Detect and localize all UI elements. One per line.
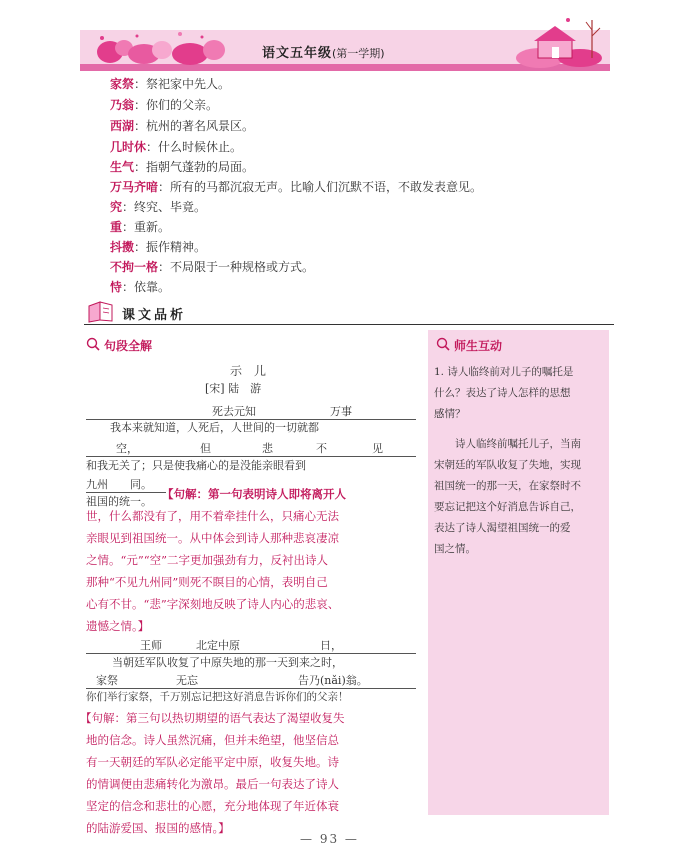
page-number-value: 93 (319, 832, 340, 846)
analysis-text: 之情。“元”“空”二字更加强劲有力，反衬出诗人 (86, 553, 329, 567)
glossary-entry (110, 116, 254, 136)
glossary-entry (110, 217, 170, 237)
question-text: 1. 诗人临终前对儿子的嘱托是 (434, 366, 574, 378)
glossary-def: ：所有的马都沉寂无声。比喻人们沉默不语，不敢发表意见。 (158, 180, 483, 194)
glossary-term: 恃 (110, 280, 123, 294)
analysis-text: 世，什么都没有了，用不着牵挂什么，只痛心无法 (86, 509, 339, 523)
poem-title: 示 儿 (230, 364, 267, 378)
poem-word: 北定中原 (196, 639, 240, 652)
glossary-entry (110, 137, 242, 157)
glossary-entry (110, 237, 206, 257)
glossary-def: ：你们的父亲。 (134, 98, 219, 112)
translation-line: 祖国的统一。 (86, 495, 152, 508)
question-text: 感情？ (434, 408, 466, 420)
glossary-term: 重 (110, 220, 123, 234)
analysis-text: 坚定的信念和悲壮的心愿，充分地体现了年近体衰 (86, 799, 339, 813)
answer-text: 国之情。 (434, 543, 476, 555)
translation-line: 我本来就知道，人死后，人世间的一切就都 (110, 421, 319, 434)
poem-word: 日， (320, 639, 342, 652)
magnifier-icon (86, 337, 100, 351)
glossary-entry (110, 277, 170, 297)
glossary-entry (110, 177, 482, 197)
answer-text: 诗人临终前嘱托儿子，当南 (434, 438, 581, 450)
page-number: — 93 — (300, 832, 359, 846)
question-text: 什么？表达了诗人怎样的思想 (434, 387, 571, 399)
left-heading: 句段全解 (104, 339, 153, 353)
glossary-term: 抖擞 (110, 240, 135, 254)
analysis-text: 有一天朝廷的军队必定能平定中原，收复失地。诗 (86, 755, 339, 769)
section-divider (84, 324, 614, 325)
analysis-text: 的情调便由悲痛转化为激昂。最后一句表达了诗人 (86, 777, 339, 791)
right-heading: 师生互动 (454, 339, 503, 353)
analysis-text: 的陆游爱国、报国的感情。】 (86, 821, 230, 835)
poem-word: 悲 (262, 442, 273, 455)
section-title: 课文品析 (122, 308, 187, 323)
glossary-entry (110, 74, 230, 94)
glossary-term: 乃翁 (110, 98, 135, 112)
analysis-text: 地的信念。诗人虽然沉痛，但并未绝望，他坚信总 (86, 733, 339, 747)
poem-word: 家祭 (96, 674, 118, 687)
glossary-term: 生气 (110, 160, 135, 174)
poem-word: 但 (200, 442, 211, 455)
poem-word: 死去元知 (212, 405, 256, 418)
analysis-head: 【句解：第一句表明诗人即将离开人 (162, 487, 346, 501)
glossary-def: ：重新。 (122, 220, 171, 234)
poem-word: 同。 (130, 478, 152, 491)
glossary-entry (110, 95, 218, 115)
book-icon (86, 300, 116, 324)
glossary-term: 家祭 (110, 77, 135, 91)
glossary-def: ：依靠。 (122, 280, 171, 294)
glossary-def: ：祭祀家中先人。 (134, 77, 231, 91)
glossary-entry (110, 157, 254, 177)
glossary-def: ：什么时候休止。 (146, 140, 243, 154)
magnifier-icon (436, 337, 450, 351)
semester-label: (第一学期) (332, 47, 385, 60)
answer-text: 要忘记把这个好消息告诉自己， (434, 501, 581, 513)
glossary-term: 万马齐喑 (110, 180, 159, 194)
glossary-def: ：指朝气蓬勃的局面。 (134, 160, 255, 174)
poem-word: 万事 (330, 405, 352, 418)
analysis-text: 【句解：第三句以热切期望的语气表达了渴望收复失 (80, 711, 345, 725)
glossary-term: 究 (110, 200, 123, 214)
analysis-text: 那种“不见九州同”则死不瞑目的心情，表明自己 (86, 575, 328, 589)
translation-line: 和我无关了；只是使我痛心的是没能亲眼看到 (86, 459, 306, 472)
glossary-def: ：振作精神。 (134, 240, 207, 254)
house-illustration (510, 14, 610, 68)
analysis-text: 亲眼见到祖国统一。从中体会到诗人那种悲哀凄凉 (86, 531, 339, 545)
glossary-entry (110, 257, 314, 277)
poem-word: 告乃(nǎi)翁。 (298, 674, 368, 687)
poem-author: [宋] 陆 游 (205, 382, 262, 395)
poem-word: 空， (116, 442, 138, 455)
poem-word: 王师 (140, 639, 162, 652)
poem-word: 见 (372, 442, 383, 455)
translation-line: 当朝廷军队收复了中原失地的那一天到来之时， (112, 656, 343, 669)
book-title: 语文五年级(第一学期) (262, 46, 385, 61)
glossary-def: ：不局限于一种规格或方式。 (158, 260, 315, 274)
answer-text: 宋朝廷的军队收复了失地，实现 (434, 459, 581, 471)
analysis-text: 第一句表明诗人即将离开人 (208, 487, 346, 501)
answer-text: 表达了诗人渴望祖国统一的爱 (434, 522, 571, 534)
glossary-entry (110, 197, 206, 217)
glossary-term: 几时休 (110, 140, 147, 154)
glossary-term: 西湖 (110, 119, 135, 133)
translation-line: 你们举行家祭，千万别忘记把这好消息告诉你们的父亲！ (86, 691, 349, 703)
poem-word: 九州 (86, 478, 108, 491)
glossary-def: ：终究、毕竟。 (122, 200, 207, 214)
glossary-def: ：杭州的著名风景区。 (134, 119, 255, 133)
poem-word: 无忘 (176, 674, 198, 687)
analysis-text: 心有不甘。“悲”字深刻地反映了诗人内心的悲哀、 (86, 597, 340, 611)
glossary-term: 不拘一格 (110, 260, 159, 274)
poem-word: 不 (316, 442, 327, 455)
header-decoration-left (82, 28, 242, 68)
analysis-text: 遗憾之情。】 (86, 619, 150, 633)
answer-text: 祖国统一的那一天，在家祭时不 (434, 480, 581, 492)
